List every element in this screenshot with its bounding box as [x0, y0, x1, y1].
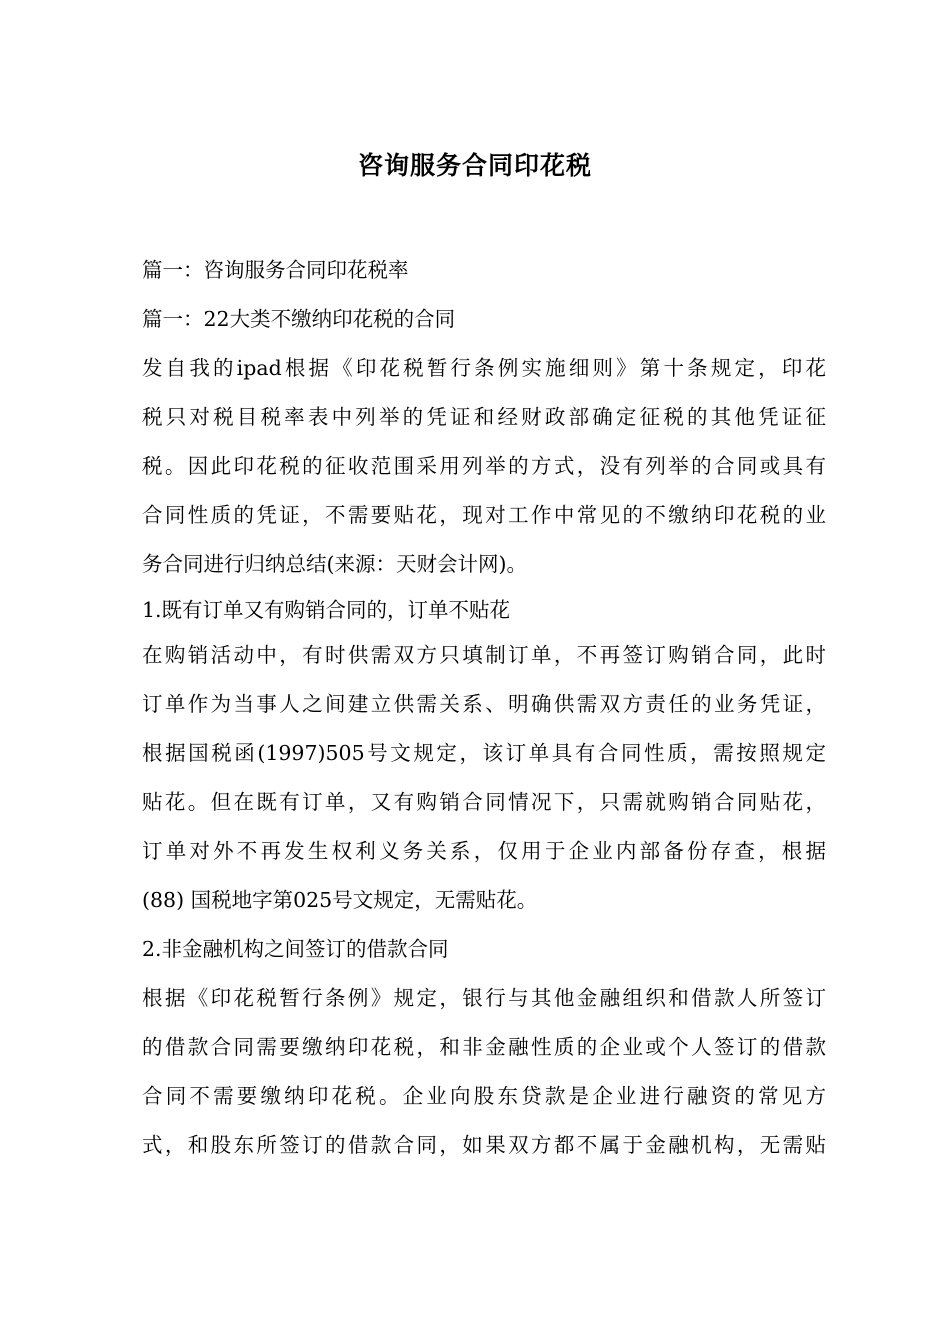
- text-line: 订单对外不再发生权利义务关系，仅用于企业内部备份存查，根据: [142, 839, 826, 863]
- text-line: (88) 国税地字第025号文规定，无需贴花。: [142, 888, 538, 912]
- text-line: 式，和股东所签订的借款合同，如果双方都不属于金融机构，无需贴: [142, 1133, 826, 1157]
- text-line: 的借款合同需要缴纳印花税，和非金融性质的企业或个人签订的借款: [142, 1035, 826, 1059]
- text-line: 篇一：咨询服务合同印花税率: [142, 258, 409, 282]
- document-body: [142, 246, 826, 1170]
- text-line: 根据国税函(1997)505号文规定，该订单具有合同性质，需按照规定: [142, 741, 826, 765]
- text-line: 在购销活动中，有时供需双方只填制订单，不再签订购销合同，此时: [142, 643, 826, 667]
- text-line: 根据《印花税暂行条例》规定，银行与其他金融组织和借款人所签订: [142, 986, 826, 1010]
- text-line: 合同不需要缴纳印花税。企业向股东贷款是企业进行融资的常见方: [142, 1084, 826, 1108]
- text-line: 贴花。但在既有订单，又有购销合同情况下，只需就购销合同贴花，: [142, 790, 826, 814]
- text-line: 务合同进行归纳总结(来源：天财会计网)。: [142, 552, 527, 576]
- text-line: 订单作为当事人之间建立供需关系、明确供需双方责任的业务凭证，: [142, 692, 826, 716]
- text-line: 篇一：22大类不缴纳印花税的合同: [142, 307, 456, 331]
- text-line: 税只对税目税率表中列举的凭证和经财政部确定征税的其他凭证征: [142, 405, 826, 429]
- text-line: 2.非金融机构之间签订的借款合同: [142, 937, 449, 961]
- text-line: 1.既有订单又有购销合同的，订单不贴花: [142, 598, 511, 622]
- text-line: 税。因此印花税的征收范围采用列举的方式，没有列举的合同或具有: [142, 454, 826, 478]
- text-line: 合同性质的凭证，不需要贴花，现对工作中常见的不缴纳印花税的业: [142, 503, 826, 527]
- text-line: 发自我的ipad根据《印花税暂行条例实施细则》第十条规定，印花: [142, 356, 826, 380]
- document-title: 咨询服务合同印花税: [357, 151, 592, 180]
